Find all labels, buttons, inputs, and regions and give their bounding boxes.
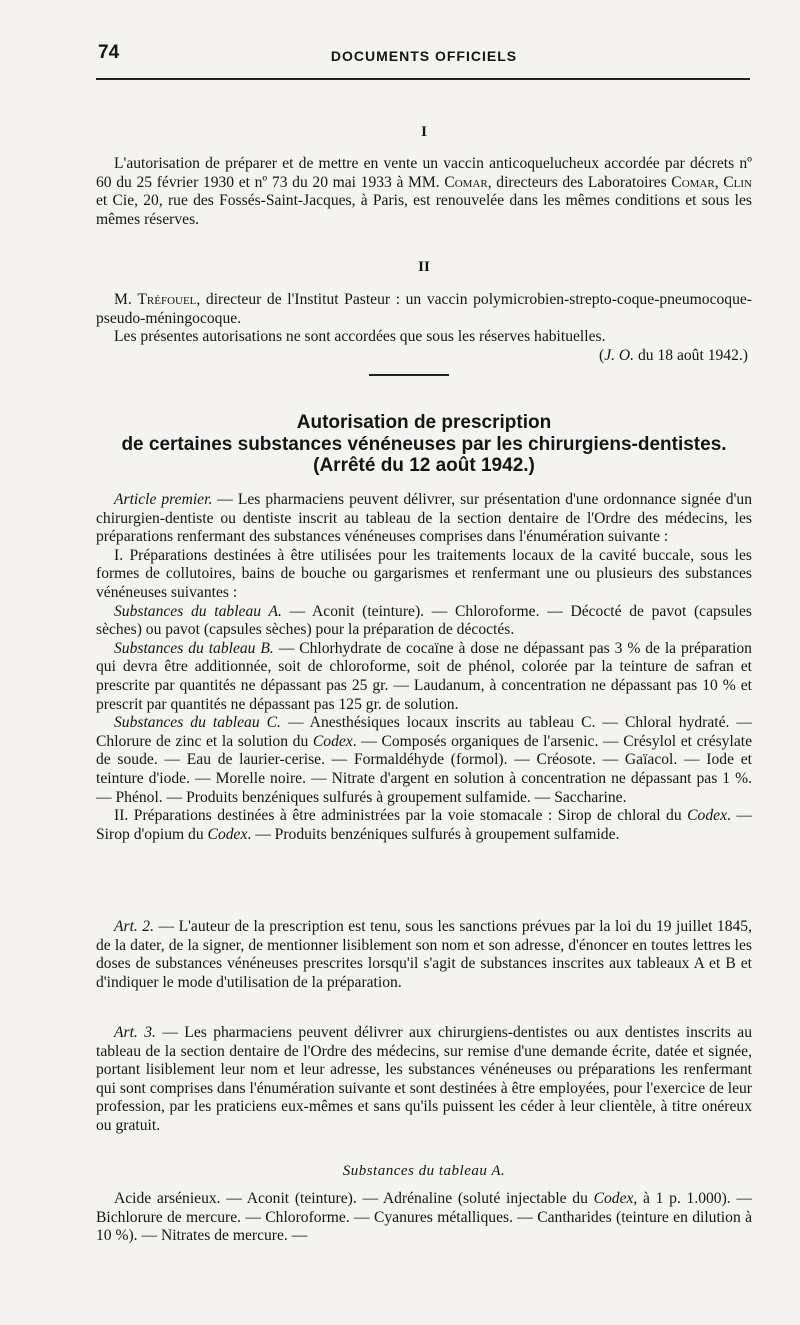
article-3-block	[96, 1024, 752, 1136]
person-name: Comar	[444, 173, 488, 191]
text-run: (	[598, 346, 605, 364]
codex-ref: Codex	[593, 1190, 634, 1207]
tableau-c	[96, 714, 752, 807]
codex-ref: Codex	[207, 825, 248, 843]
tableau-label: Substances du tableau B.	[114, 639, 274, 657]
section-numeral-ii: II	[418, 259, 430, 275]
paragraph	[96, 155, 752, 229]
tableau-b	[96, 640, 752, 714]
arrete-title	[96, 412, 752, 477]
title-line: Autorisation de prescription	[296, 412, 552, 433]
text-run: , directeurs des Laboratoires	[487, 173, 672, 191]
source-citation	[96, 347, 752, 366]
codex-ref: Codex	[312, 732, 353, 750]
text-run: — L'auteur de la prescription est tenu, sous les sanctions prévues par la loi du 19 juillet 1845, de la dater, de la signer, de mentionner lisiblement son nom et son adresse, d'énoncer en toutes lettres les doses de substances vénéneuses prescrites lorsqu'il s'agit de substances inscrites aux tableaux A et B et d'indiquer le mode d'utilisation de la préparation.	[96, 918, 753, 991]
arrete-body	[96, 491, 752, 844]
section-divider	[369, 374, 449, 376]
text-run: . — Produits benzéniques sulfurés à groupement sulfamide.	[247, 825, 620, 843]
text-run: . — Composés organiques de l'arsenic. — Crésylol et crésylate de soude. — Eau de laurier-cerise. — Formaldéhyde (formol). — Créosote. — Gaïacol. — Iode et teinture d'iode. — Morelle noire. — Nitrate d'argent en solution à concentration ne dépassant pas 1 %. — Phénol. — Produits benzéniques sulfurés à groupement sulfamide. — Saccharine.	[96, 732, 752, 806]
item-ii	[96, 807, 752, 844]
section-ii-paragraph	[96, 291, 752, 365]
article-label: Art. 2.	[114, 918, 155, 935]
article-3	[96, 1024, 752, 1136]
tableau-a	[96, 603, 752, 640]
text-run: . — Sirop d'opium du	[96, 807, 752, 843]
title-line: (Arrêté du 12 août 1942.)	[313, 455, 535, 476]
paragraph	[96, 291, 752, 328]
text-run: — Les pharmaciens peuvent délivrer aux chirurgiens-dentistes ou aux dentistes inscrits au tableau de la section dentaire de l'Ordre des médecins, sur remise d'une demande écrite, datée et signée, portant lisiblement leur nom et leur adresse, les substances vénéneuses ou préparations les renfermant qui sont comprises dans l'énumération suivante et sont destinées à être employées, pour l'exercice de leur profession, par les praticiens eux-mêmes et sans qu'ils puissent les céder à leur clientèle, à titre onéreux ou gratuit.	[96, 1024, 752, 1134]
codex-ref: Codex	[687, 807, 727, 825]
article-label: Article premier.	[114, 491, 213, 508]
tableau-label: Substances du tableau C.	[114, 714, 281, 732]
person-name: Tréfouel	[137, 291, 197, 308]
page-number: 74	[98, 42, 120, 63]
section-i-paragraph	[96, 155, 752, 229]
text-run: — Chlorhydrate de cocaïne à dose ne dépassant pas 3 % de la préparation qui devra être additionnée, soit de chloroforme, soit de phénol, colorée par la teinture de safran et prescrite par quantités ne dépassant pas 25 gr. — Laudanum, à concentration ne dépassant pas 10 % et prescrit par quantités ne dépassant pas 125 gr. de solution.	[96, 639, 752, 713]
final-paragraph	[96, 1190, 752, 1246]
title-line: de certaines substances vénéneuses par les chirurgiens-dentistes.	[121, 433, 727, 455]
text-run: ,	[714, 173, 724, 191]
text-run: II. Préparations destinées à être administrées par la voie stomacale : Sirop de chloral du	[114, 807, 688, 825]
article-2	[96, 918, 752, 992]
text-run: , directeur de l'Institut Pasteur : un vaccin polymicrobien-strepto-coque-pneumocoque-pseudo-méningocoque.	[96, 291, 752, 327]
text-run: L'autorisation de préparer et de mettre en vente un vaccin anticoquelucheux accordée par décrets nº 60 du 25 février 1930 et nº 73 du 20 mai 1933 à MM.	[96, 155, 752, 191]
company-name: Comar	[671, 173, 715, 191]
tableau-label: Substances du tableau A.	[114, 602, 282, 620]
header-rule	[96, 78, 750, 80]
section-numeral-i: I	[421, 124, 427, 140]
paragraph: Les présentes autorisations ne sont accordées que sous les réserves habituelles.	[114, 328, 606, 346]
text-run: — Anesthésiques locaux inscrits au tableau C. — Chloral hydraté. — Chlorure de zinc et la solution du	[96, 714, 752, 750]
text-run: M.	[114, 291, 138, 308]
text-run: — Les pharmaciens peuvent délivrer, sur présentation d'une ordonnance signée d'un chirurgien-dentiste ou dentiste inscrit au tableau de la section dentaire de l'Ordre des médecins, les préparations renfermant des substances vénéneuses comprises dans l'énumération suivante :	[96, 491, 753, 546]
final-paragraph-block	[96, 1190, 752, 1246]
page-header	[98, 42, 750, 72]
subheading-tableau-a: Substances du tableau A.	[342, 1163, 506, 1179]
article-2-block	[96, 918, 752, 992]
text-run: Acide arsénieux. — Aconit (teinture). — Adrénaline (soluté injectable du	[114, 1190, 594, 1207]
running-head: DOCUMENTS OFFICIELS	[330, 48, 518, 64]
article-label: Art. 3.	[114, 1024, 156, 1041]
item-i: I. Préparations destinées à être utilisées pour les traitements locaux de la cavité buccale, sous les formes de collutoires, bains de bouche ou gargarismes et renfermant une ou plusieurs des substances vénéneuses suivantes :	[96, 546, 752, 601]
text-run: , à 1 p. 1.000). — Bichlorure de mercure. — Chloroforme. — Cyanures métalliques. — Cantharides (teinture en dilution à 10 %). — Nitrates de mercure. —	[96, 1190, 752, 1245]
text-run: et Cie, 20, rue des Fossés-Saint-Jacques, à Paris, est renouvelée dans les mêmes conditions et sous les mêmes réserves.	[96, 192, 752, 228]
text-run: — Aconit (teinture). — Chloroforme. — Décocté de pavot (capsules sèches) ou pavot (capsules sèches) pour la préparation de décoctés.	[96, 602, 752, 639]
company-name: Clin	[723, 173, 752, 191]
text-run: du 18 août 1942.)	[634, 346, 748, 364]
article-1	[96, 491, 752, 547]
journal-abbrev: J. O.	[604, 346, 635, 364]
